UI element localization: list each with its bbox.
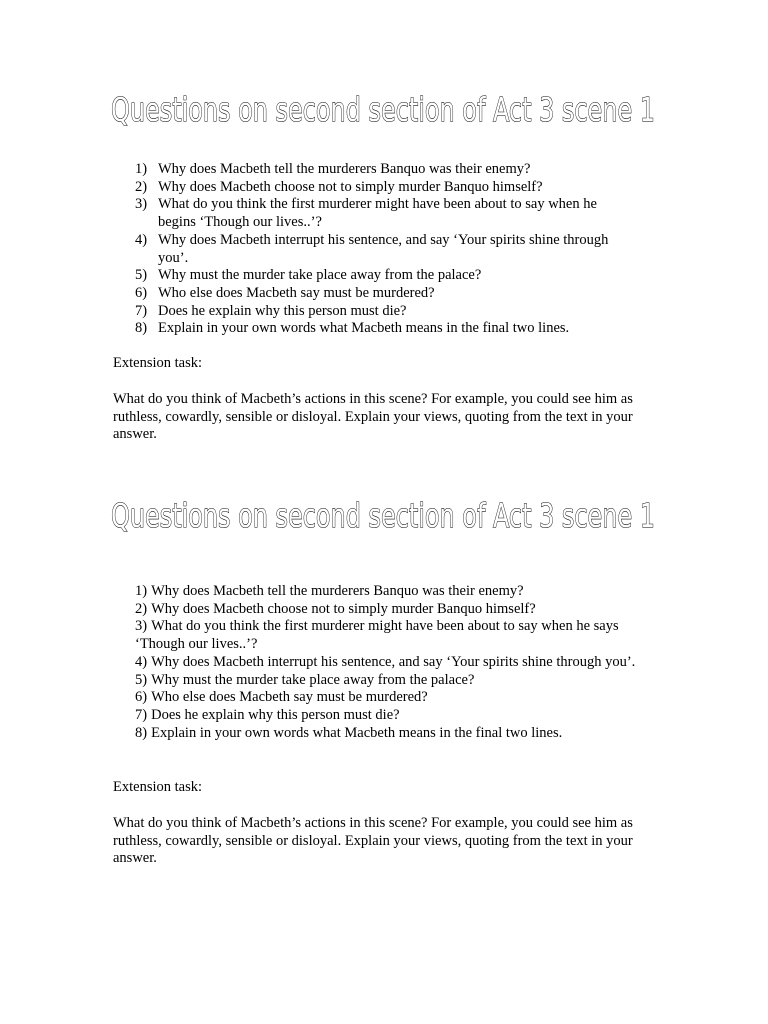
question-number: 5) [135,671,148,688]
question-number: 7) [135,706,148,723]
question-number: 2) [135,600,148,617]
section-heading [111,490,671,542]
question-item [0,672,640,690]
question-number: 5) [135,267,148,284]
question-text: Why does Macbeth interrupt his sentence, and say ‘Your spirits shine through you’. [158,231,609,266]
question-number: 4) [135,231,148,248]
question-item [0,179,628,197]
extension-task-label: Extension task: [113,355,203,371]
question-number: 2) [135,178,148,195]
question-text: Why must the murder take place away from the palace? [158,267,482,284]
question-list [0,583,640,742]
question-number: 3) [135,618,148,635]
question-text: What do you think the first murderer might have been about to say when he begins ‘Though our lives..’? [158,196,597,231]
question-number: 3) [135,196,148,213]
question-text: Who else does Macbeth say must be murdered? [151,689,428,706]
question-number: 7) [135,302,148,319]
question-text: What do you think the first murderer might have been about to say when he says ‘Though our lives..’? [135,618,619,653]
question-item [0,320,628,338]
question-item [0,232,628,267]
question-item [0,285,628,303]
question-text: Why does Macbeth choose not to simply murder Banquo himself? [151,600,536,617]
question-number: 1) [135,161,148,177]
question-item [0,618,640,653]
question-number: 6) [135,689,148,706]
question-number: 6) [135,284,148,301]
question-item [0,303,628,321]
question-text: Why does Macbeth tell the murderers Banquo was their enemy? [158,161,531,177]
question-item [0,161,628,179]
section-heading-text: Questions on second section of Act 3 scene 1 [111,496,655,535]
question-text: Who else does Macbeth say must be murdered? [158,284,435,301]
section-heading-text: Questions on second section of Act 3 scene 1 [111,90,655,129]
question-item [0,583,640,601]
question-text: Does he explain why this person must die? [151,706,400,723]
question-number: 1) [135,583,148,599]
question-text: Why does Macbeth tell the murderers Banquo was their enemy? [151,583,524,599]
question-number: 4) [135,653,148,670]
question-list [0,161,628,338]
section-heading [111,84,671,136]
question-item [0,707,640,725]
question-text: Why must the murder take place away from the palace? [151,671,475,688]
question-item [0,689,640,707]
extension-task-text: What do you think of Macbeth’s actions in this scene? For example, you could see him as ruthless, cowardly, sensible or disloyal. Explain your views, quoting from the text in your answer. [113,391,633,443]
extension-task-text: What do you think of Macbeth’s actions in this scene? For example, you could see him as ruthless, cowardly, sensible or disloyal. Explain your views, quoting from the text in your answer. [113,815,633,867]
question-item [0,725,640,743]
question-item [0,196,628,231]
question-item [0,654,640,672]
question-text: Why does Macbeth choose not to simply murder Banquo himself? [158,178,543,195]
question-number: 8) [135,724,148,741]
question-text: Explain in your own words what Macbeth means in the final two lines. [158,320,570,337]
question-item [0,267,628,285]
question-number: 8) [135,320,148,337]
extension-task-label: Extension task: [113,779,203,795]
question-text: Why does Macbeth interrupt his sentence, and say ‘Your spirits shine through you’. [151,653,636,670]
question-text: Explain in your own words what Macbeth means in the final two lines. [151,724,563,741]
question-text: Does he explain why this person must die? [158,302,407,319]
question-item [0,601,640,619]
